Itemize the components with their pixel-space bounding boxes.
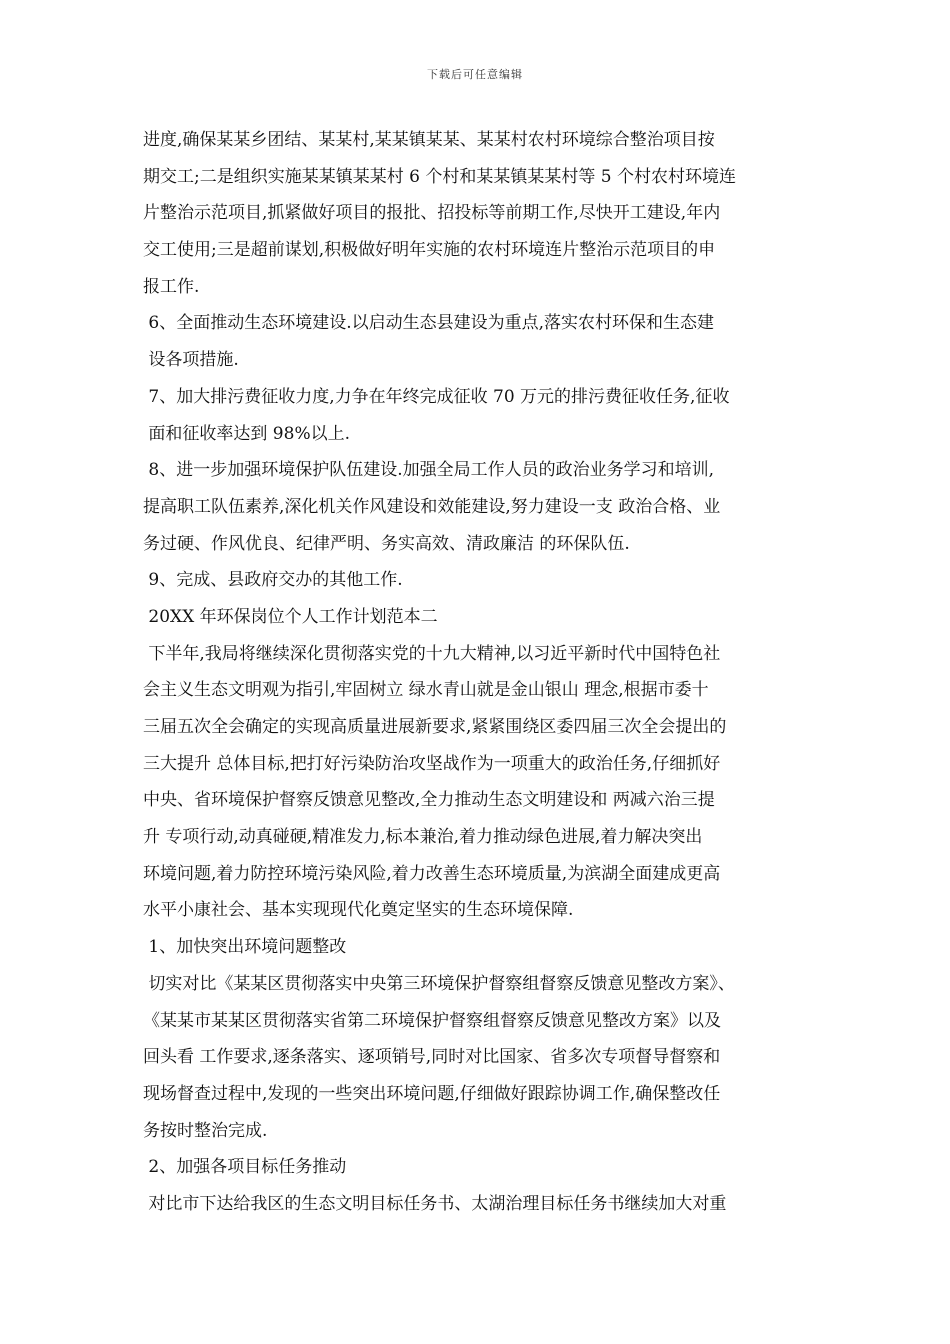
list-item-8: 8、进一步加强环境保护队伍建设.加强全局工作人员的政治业务学习和培训, <box>143 460 715 481</box>
text-line: 《某某市某某区贯彻落实省第二环境保护督察组督察反馈意见整改方案》以及 <box>143 1010 721 1031</box>
text-line: 下半年,我局将继续深化贯彻落实党的十九大精神,以习近平新时代中国特色社 <box>143 643 721 664</box>
list-item-6: 6、全面推动生态环境建设.以启动生态县建设为重点,落实农村环保和生态建 <box>143 313 715 334</box>
text-line: 环境问题,着力防控环境污染风险,着力改善生态环境质量,为滨湖全面建成更高 <box>143 863 721 884</box>
text-line: 对比市下达给我区的生态文明目标任务书、太湖治理目标任务书继续加大对重 <box>143 1193 727 1214</box>
section-heading: 20XX 年环保岗位个人工作计划范本二 <box>143 606 438 627</box>
text-line: 交工使用;三是超前谋划,积极做好明年实施的农村环境连片整治示范项目的申 <box>143 240 716 261</box>
text-line: 切实对比《某某区贯彻落实中央第三环境保护督察组督察反馈意见整改方案》、 <box>143 973 735 994</box>
text-line: 面和征收率达到 98%以上. <box>143 423 350 444</box>
text-line: 报工作. <box>143 276 200 297</box>
text-line: 务过硬、作风优良、纪律严明、务实高效、清政廉洁 的环保队伍. <box>143 533 630 554</box>
text-line: 提高职工队伍素养,深化机关作风建设和效能建设,努力建设一支 政治合格、业 <box>143 496 721 517</box>
text-line: 升 专项行动,动真碰硬,精准发力,标本兼治,着力推动绿色进展,着力解决突出 <box>143 827 703 848</box>
subheading-2: 2、加强各项目标任务推动 <box>143 1157 347 1178</box>
text-line: 现场督查过程中,发现的一些突出环境问题,仔细做好跟踪协调工作,确保整改任 <box>143 1083 721 1104</box>
text-line: 期交工;二是组织实施某某镇某某村 6 个村和某某镇某某村等 5 个村农村环境连 <box>143 166 736 187</box>
list-item-7: 7、加大排污费征收力度,力争在年终完成征收 70 万元的排污费征收任务,征收 <box>143 386 730 407</box>
text-line: 设各项措施. <box>143 350 239 371</box>
list-item-9: 9、完成、县政府交办的其他工作. <box>143 570 403 591</box>
text-line: 务按时整治完成. <box>143 1120 268 1141</box>
text-line: 三届五次全会确定的实现高质量进展新要求,紧紧围绕区委四届三次全会提出的 <box>143 717 727 737</box>
text-line: 中央、省环境保护督察反馈意见整改,全力推动生态文明建设和 两减六治三提 <box>143 790 715 811</box>
text-line: 进度,确保某某乡团结、某某村,某某镇某某、某某村农村环境综合整治项目按 <box>143 130 715 150</box>
text-line: 三大提升 总体目标,把打好污染防治攻坚战作为一项重大的政治任务,仔细抓好 <box>143 753 721 774</box>
text-line: 回头看 工作要求,逐条落实、逐项销号,同时对比国家、省多次专项督导督察和 <box>143 1047 721 1068</box>
subheading-1: 1、加快突出环境问题整改 <box>143 937 347 958</box>
page-header-note: 下载后可任意编辑 <box>427 68 523 81</box>
document-body <box>143 122 818 1223</box>
text-line: 片整治示范项目,抓紧做好项目的报批、招投标等前期工作,尽快开工建设,年内 <box>143 203 721 224</box>
text-line: 会主义生态文明观为指引,牢固树立 绿水青山就是金山银山 理念,根据市委十 <box>143 680 709 701</box>
text-line: 水平小康社会、基本实现现代化奠定坚实的生态环境保障. <box>143 900 574 921</box>
